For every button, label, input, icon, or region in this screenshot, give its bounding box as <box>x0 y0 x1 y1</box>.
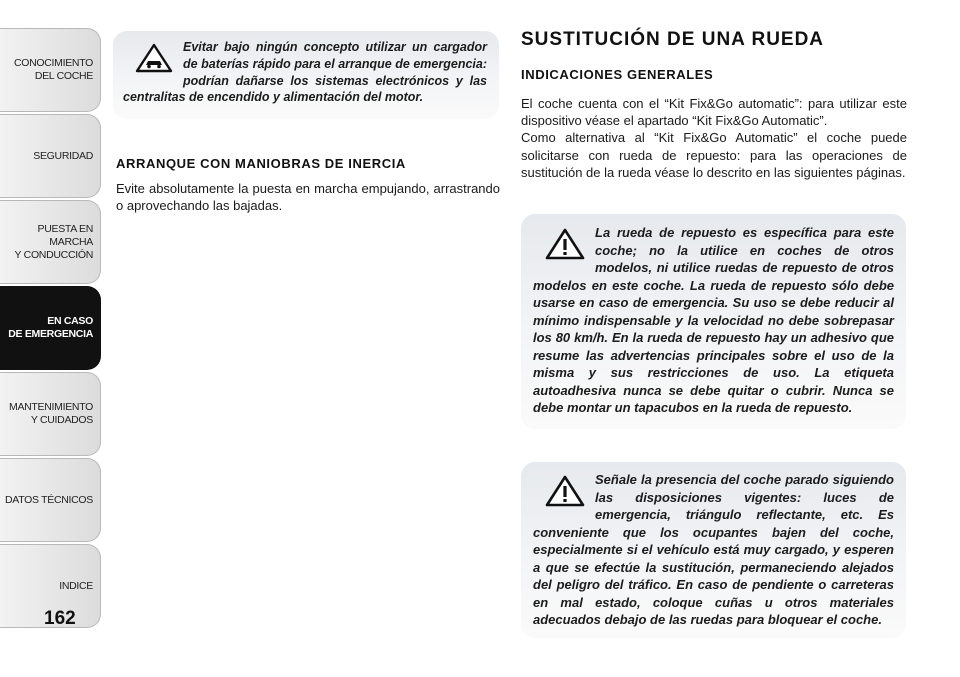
signal-vehicle-warning-box <box>521 462 906 638</box>
spare-wheel-warning-box <box>521 214 906 429</box>
inertia-start-text: Evite absolutamente la puesta en marcha empujando, arrastrando o aprovechando las bajadas. <box>116 181 500 214</box>
tab-puesta-en-marcha[interactable]: PUESTA EN MARCHA Y CONDUCCIÓN <box>0 200 101 284</box>
warning-triangle-icon <box>545 228 585 265</box>
warning-triangle-icon <box>545 475 585 512</box>
tab-en-caso-de-emergencia[interactable]: EN CASO DE EMERGENCIA <box>0 286 101 370</box>
battery-warning-text: Evitar bajo ningún concepto utilizar un cargador de baterías rápido para el arranque de emergencia: podrían dañarse los sistemas electrónicos y las centralitas de encendido y alimentación del motor. <box>123 40 487 105</box>
general-text-paragraph-1: El coche cuenta con el “Kit Fix&Go automatic”: para utilizar este dispositivo véase el apartado “Kit Fix&Go Automatic”. <box>521 96 907 129</box>
general-indications-text <box>521 95 907 181</box>
tab-seguridad[interactable]: SEGURIDAD <box>0 114 101 198</box>
section-title: SUSTITUCIÓN DE UNA RUEDA <box>521 29 825 50</box>
inertia-start-heading: ARRANQUE CON MANIOBRAS DE INERCIA <box>116 156 406 171</box>
car-warning-icon <box>135 43 173 78</box>
spare-wheel-warning-text: La rueda de repuesto es específica para este coche; no la utilice en coches de otros modelos, ni utilice ruedas de repuesto de otros modelos en este coche. La rueda de repuesto sólo debe usarse en caso de emergencia. Su uso se debe reducir al mínimo indispensable y la velocidad no debe sobrepasar los 80 km/h. En la rueda de repuesto hay un adhesivo que resume las advertencias principales sobre el uso de la misma y sus restricciones de uso. La etiqueta autoadhesiva nunca se debe quitar o cubrir. Nunca se debe montar un tapacubos en la rueda de repuesto. <box>533 225 894 415</box>
tab-datos-tecnicos[interactable]: DATOS TÉCNICOS <box>0 458 101 542</box>
section-subtitle: INDICACIONES GENERALES <box>521 67 714 82</box>
tab-conocimiento-del-coche[interactable]: CONOCIMIENTO DEL COCHE <box>0 28 101 112</box>
battery-warning-box <box>113 31 499 119</box>
signal-vehicle-warning-text: Señale la presencia del coche parado siguiendo las disposiciones vigentes: luces de emergencia, triángulo reflectante, etc. Es conveniente que los ocupantes bajen del coche, especialmente si el vehículo está muy cargado, y esperen a que se efectúe la sustitución, permaneciendo alejados del peligro del tráfico. En caso de pendiente o carreteras en mal estado, coloque cuñas u otros materiales adecuados debajo de las ruedas para bloquear el coche. <box>533 472 894 627</box>
page-number: 162 <box>44 608 76 629</box>
tab-indice[interactable]: INDICE <box>0 544 101 628</box>
tab-mantenimiento[interactable]: MANTENIMIENTO Y CUIDADOS <box>0 372 101 456</box>
general-text-paragraph-2: Como alternativa al “Kit Fix&Go Automatic” el coche puede solicitarse con rueda de repuesto: para las operaciones de sustitución de la rueda véase lo descrito en las siguientes páginas. <box>521 130 907 180</box>
